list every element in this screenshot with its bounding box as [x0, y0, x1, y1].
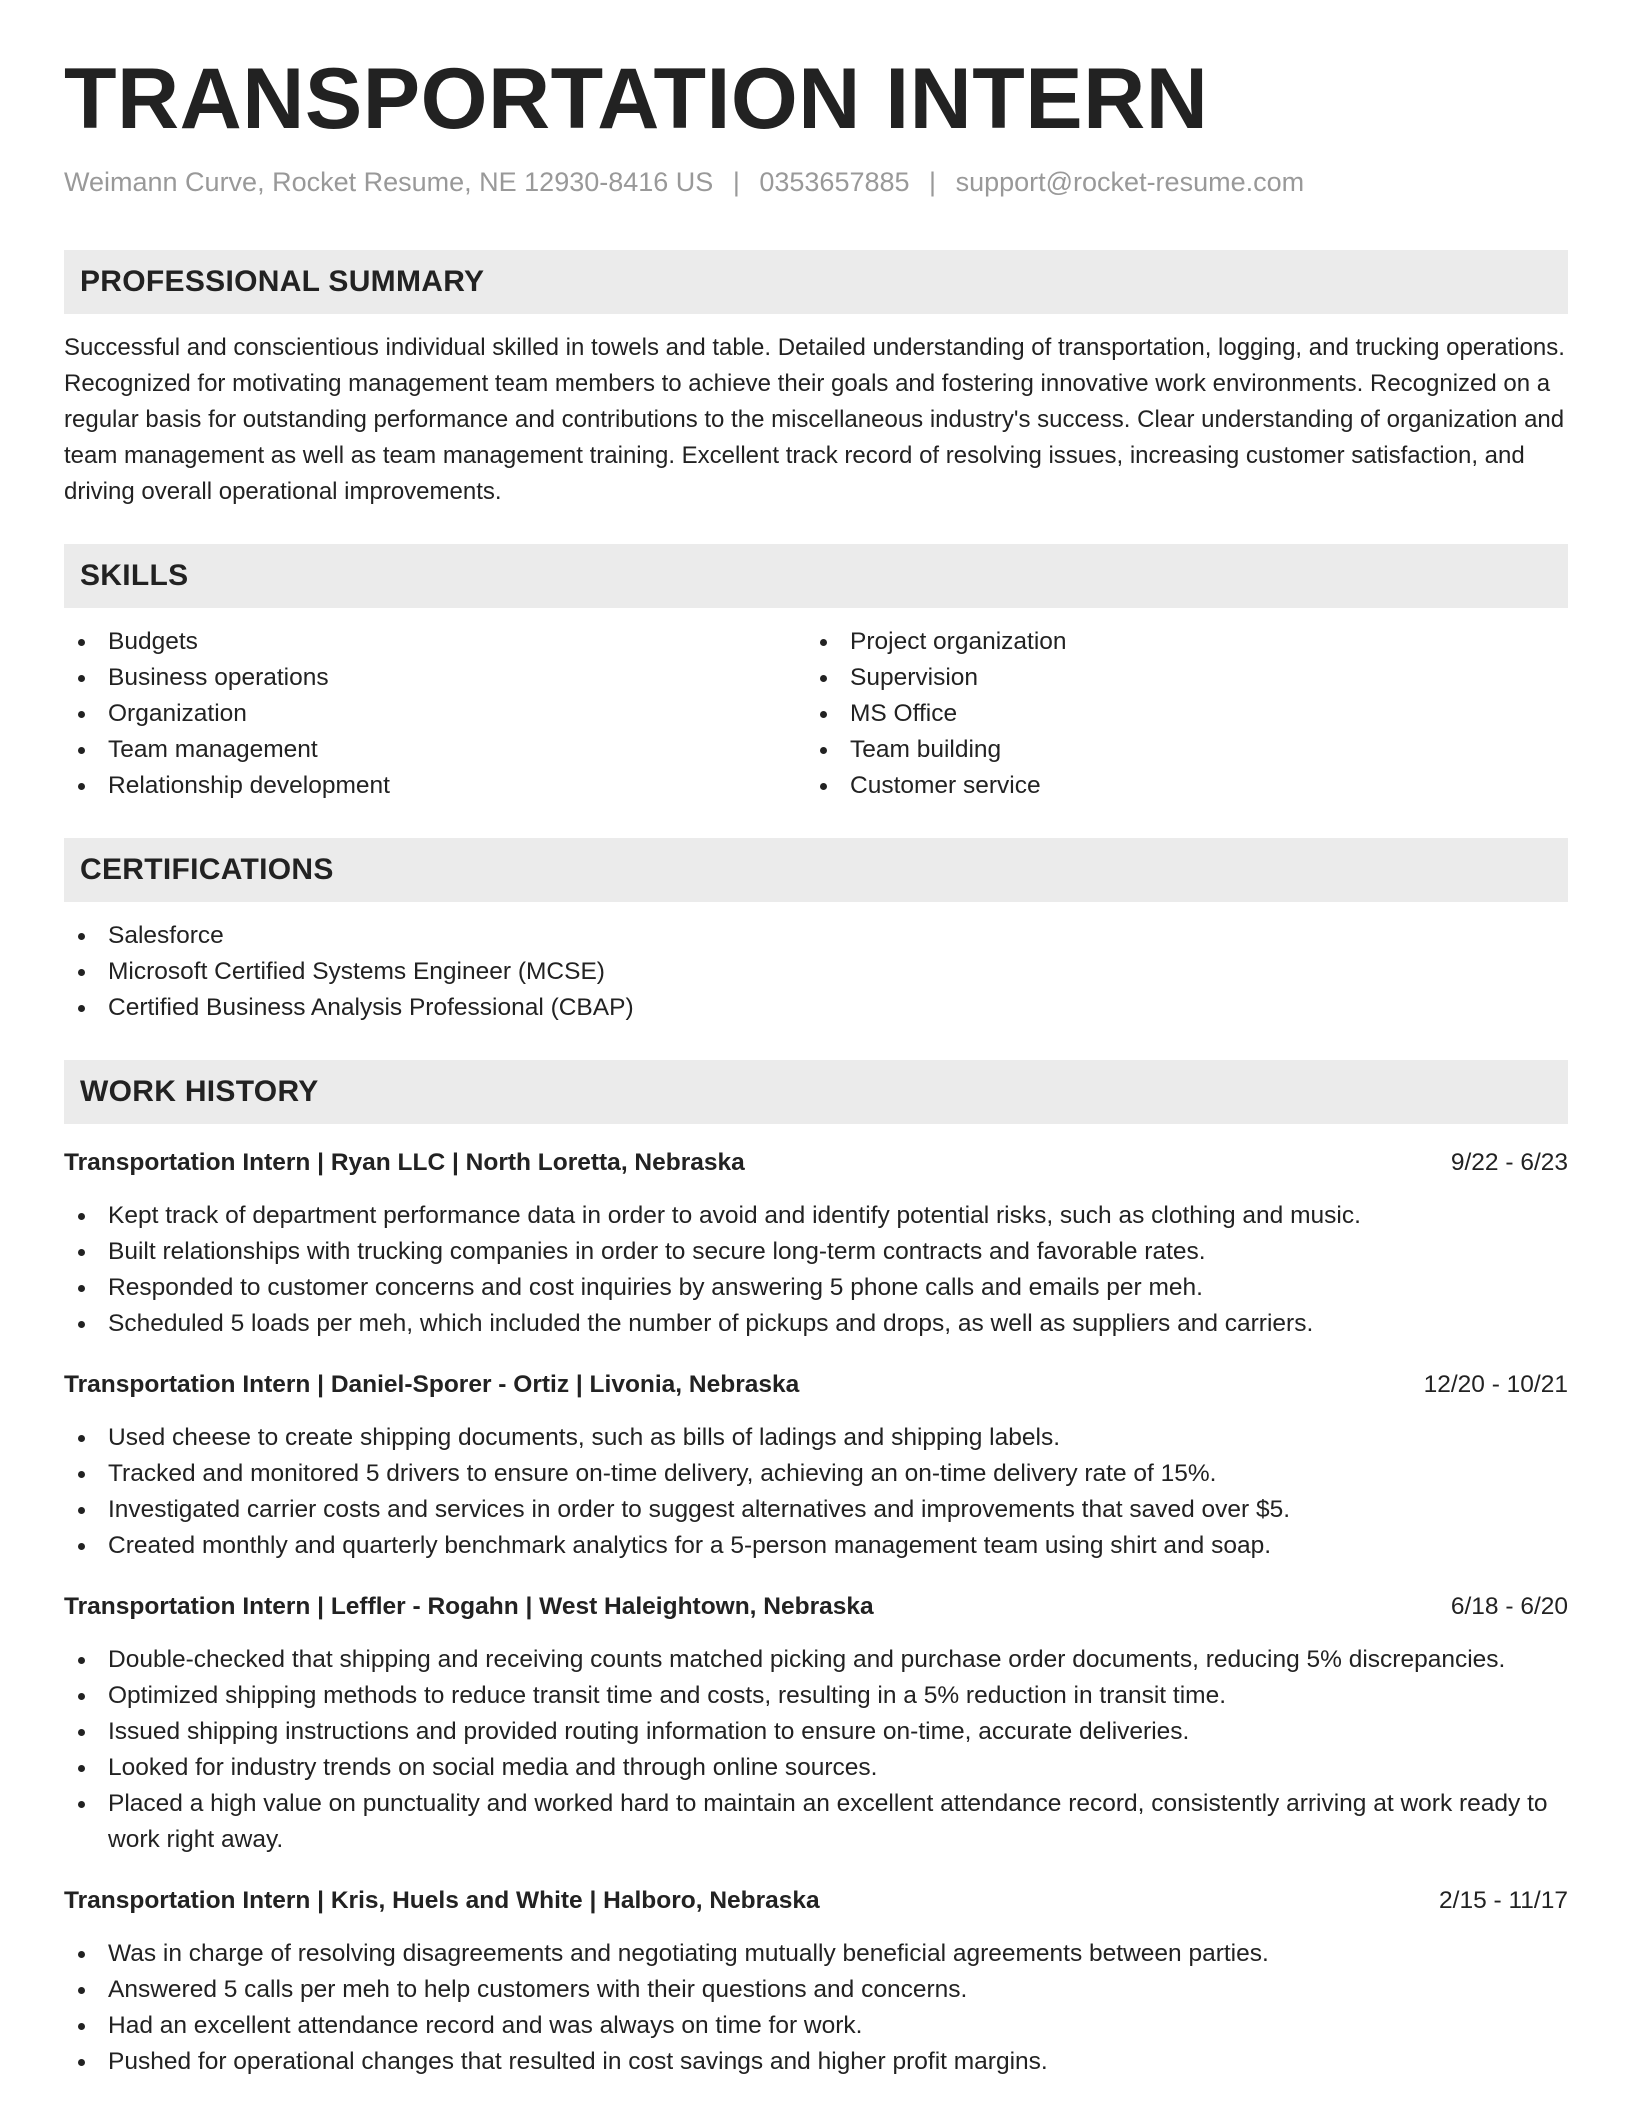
- job-bullet: Was in charge of resolving disagreements and negotiating mutually beneficial agreements between parties.: [64, 1936, 1568, 1972]
- job-title: Transportation Intern | Kris, Huels and White | Halboro, Nebraska: [64, 1886, 820, 1914]
- job-dates: 9/22 - 6/23: [1450, 1148, 1568, 1176]
- job-bullet: Built relationships with trucking companies in order to secure long-term contracts and favorable rates.: [64, 1234, 1568, 1270]
- work-history-section: [64, 1146, 1568, 2080]
- job-bullet: Optimized shipping methods to reduce transit time and costs, resulting in a 5% reduction in transit time.: [64, 1678, 1568, 1714]
- skill-item: Business operations: [64, 660, 806, 696]
- job-bullet: Pushed for operational changes that resulted in cost savings and higher profit margins.: [64, 2044, 1568, 2080]
- job-dates: 12/20 - 10/21: [1423, 1370, 1568, 1398]
- job-header: [64, 1590, 1568, 1624]
- job-bullets: [64, 1642, 1568, 1858]
- certification-item: Salesforce: [64, 918, 1568, 954]
- resume-title: TRANSPORTATION INTERN: [64, 51, 1209, 147]
- skill-item: Relationship development: [64, 768, 806, 804]
- contact-email: support@rocket-resume.com: [955, 166, 1305, 197]
- section-heading-work-history: WORK HISTORY: [64, 1060, 1568, 1124]
- skill-item: Team building: [806, 732, 1548, 768]
- job-bullet: Investigated carrier costs and services in order to suggest alternatives and improvements that saved over $5.: [64, 1492, 1568, 1528]
- contact-separator: |: [929, 166, 937, 197]
- job-bullet: Scheduled 5 loads per meh, which included the number of pickups and drops, as well as suppliers and carriers.: [64, 1306, 1568, 1342]
- contact-address: Weimann Curve, Rocket Resume, NE 12930-8416 US: [64, 166, 714, 197]
- skill-item: Project organization: [806, 624, 1548, 660]
- summary-text: Successful and conscientious individual skilled in towels and table. Detailed understanding of transportation, logging, and trucking operations. Recognized for motivating management team members to achieve their goals and fostering innovative work environments. Recognized on a regular basis for outstanding performance and contributions to the miscellaneous industry's success. Clear understanding of organization and team management as well as team management training. Excellent track record of resolving issues, increasing customer satisfaction, and driving overall operational improvements.: [64, 333, 1565, 505]
- job-header: [64, 1146, 1568, 1180]
- section-heading-certifications: CERTIFICATIONS: [64, 838, 1568, 902]
- job-bullet: Kept track of department performance data in order to avoid and identify potential risks, such as clothing and music.: [64, 1198, 1568, 1234]
- summary-section: [64, 330, 1568, 510]
- job-bullet: Responded to customer concerns and cost inquiries by answering 5 phone calls and emails per meh.: [64, 1270, 1568, 1306]
- job-bullets: [64, 1198, 1568, 1342]
- section-heading-skills: SKILLS: [64, 544, 1568, 608]
- section-heading-summary: PROFESSIONAL SUMMARY: [64, 250, 1568, 314]
- skill-item: Team management: [64, 732, 806, 768]
- skill-item: Budgets: [64, 624, 806, 660]
- job-entry: [64, 1146, 1568, 1342]
- job-dates: 2/15 - 11/17: [1439, 1886, 1568, 1914]
- job-bullet: Tracked and monitored 5 drivers to ensure on-time delivery, achieving an on-time delivery rate of 15%.: [64, 1456, 1568, 1492]
- skill-item: Customer service: [806, 768, 1548, 804]
- job-title: Transportation Intern | Daniel-Sporer - Ortiz | Livonia, Nebraska: [64, 1370, 800, 1398]
- skill-item: Supervision: [806, 660, 1548, 696]
- job-header: [64, 1884, 1568, 1918]
- job-dates: 6/18 - 6/20: [1450, 1592, 1568, 1620]
- job-bullets: [64, 1420, 1568, 1564]
- job-bullet: Looked for industry trends on social media and through online sources.: [64, 1750, 1568, 1786]
- job-bullet: Had an excellent attendance record and was always on time for work.: [64, 2008, 1568, 2044]
- certification-item: Certified Business Analysis Professional (CBAP): [64, 990, 1568, 1026]
- job-bullet: Placed a high value on punctuality and worked hard to maintain an excellent attendance record, consistently arriving at work ready to work right away.: [64, 1786, 1568, 1858]
- skill-item: Organization: [64, 696, 806, 732]
- contact-line: [64, 165, 1568, 200]
- contact-separator: |: [732, 166, 740, 197]
- skills-list-right: [806, 624, 1548, 804]
- job-entry: [64, 1368, 1568, 1564]
- certification-item: Microsoft Certified Systems Engineer (MCSE): [64, 954, 1568, 990]
- certifications-section: [64, 918, 1568, 1026]
- contact-phone: 0353657885: [759, 166, 910, 197]
- skill-item: MS Office: [806, 696, 1548, 732]
- job-bullet: Created monthly and quarterly benchmark analytics for a 5-person management team using shirt and soap.: [64, 1528, 1568, 1564]
- job-header: [64, 1368, 1568, 1402]
- job-title: Transportation Intern | Ryan LLC | North Loretta, Nebraska: [64, 1148, 745, 1176]
- skills-list-left: [64, 624, 806, 804]
- job-bullet: Issued shipping instructions and provided routing information to ensure on-time, accurate deliveries.: [64, 1714, 1568, 1750]
- job-bullet: Answered 5 calls per meh to help customers with their questions and concerns.: [64, 1972, 1568, 2008]
- job-bullets: [64, 1936, 1568, 2080]
- job-entry: [64, 1590, 1568, 1858]
- job-bullet: Double-checked that shipping and receiving counts matched picking and purchase order documents, reducing 5% discrepancies.: [64, 1642, 1568, 1678]
- skills-section: [64, 624, 1568, 804]
- job-entry: [64, 1884, 1568, 2080]
- job-title: Transportation Intern | Leffler - Rogahn | West Haleightown, Nebraska: [64, 1592, 874, 1620]
- job-bullet: Used cheese to create shipping documents, such as bills of ladings and shipping labels.: [64, 1420, 1568, 1456]
- certifications-list: [64, 918, 1568, 1026]
